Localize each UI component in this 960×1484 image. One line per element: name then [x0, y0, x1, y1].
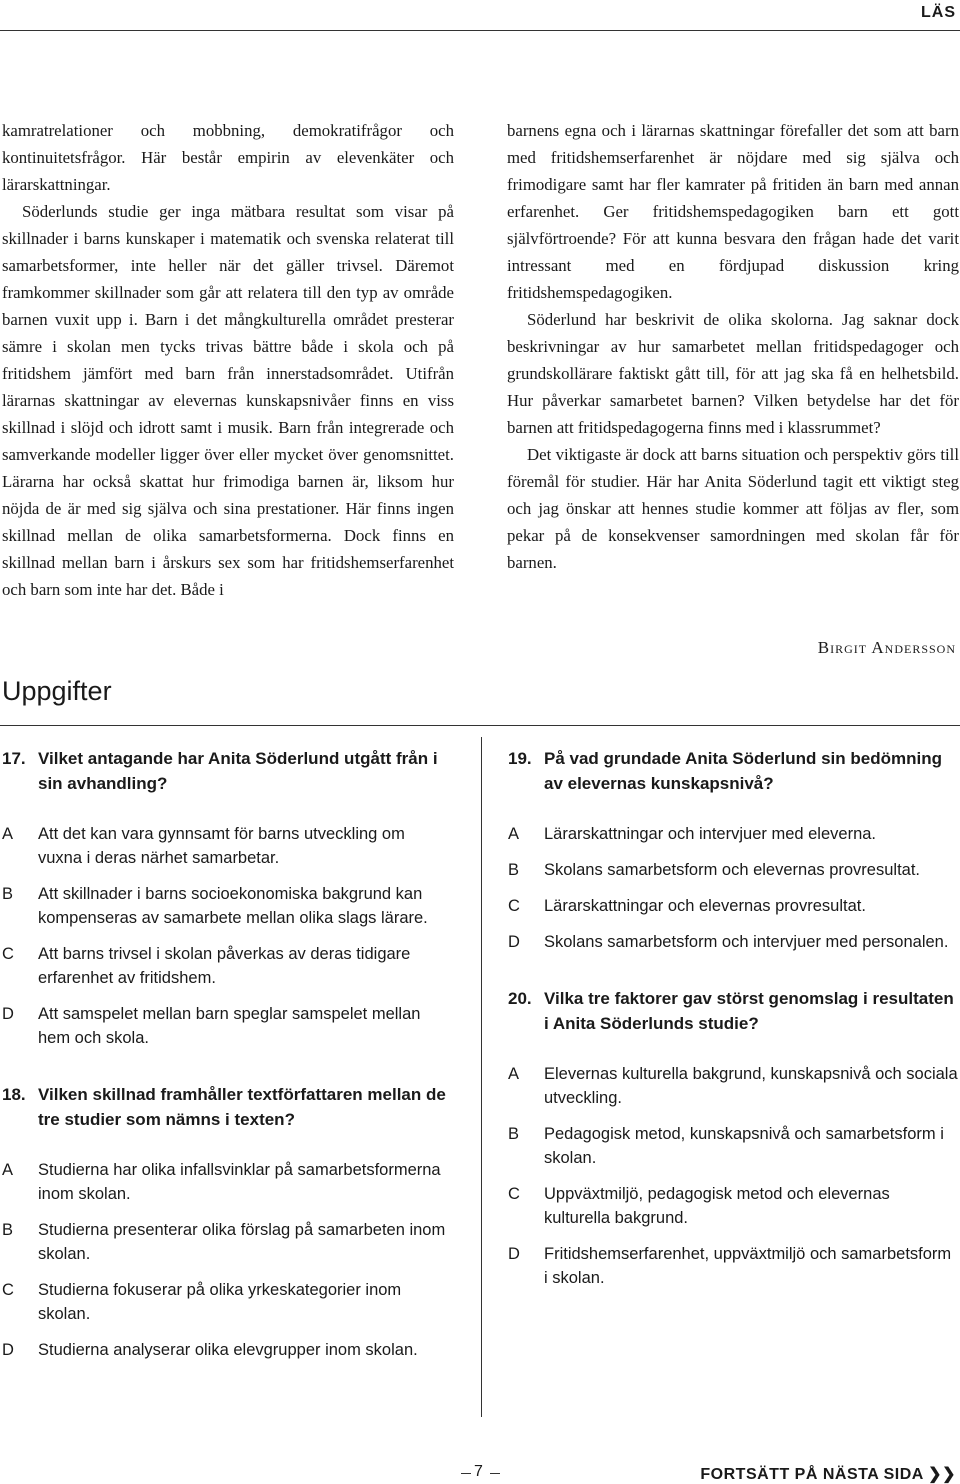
question-block [2, 1082, 452, 1362]
answer-option [508, 1182, 958, 1230]
answer-option [2, 1002, 452, 1050]
page-number: 7 [474, 1463, 483, 1480]
footer-dash-right [490, 1473, 500, 1474]
option-letter: A [508, 1065, 520, 1083]
answer-option [508, 1122, 958, 1170]
question-number: 17. [2, 749, 26, 768]
article-paragraph: Söderlund har beskrivit de olika skolorna. Jag saknar dock beskrivningar av hur samarbetet mellan fritidspedagoger och grundskollärare faktiskt gått till, för att jag ska få en helhetsbild. Hur påverkar samarbetet barnen? Vilken betydelse har det för barnen att fritidspedagogerna finns med i klassrummet? [507, 310, 959, 437]
option-text: Studierna analyserar olika elevgrupper inom skolan. [38, 1341, 418, 1359]
option-text: Att det kan vara gynnsamt för barns utveckling om vuxna i deras närhet samarbetar. [38, 825, 405, 867]
article-paragraph: barnens egna och i lärarnas skattningar förefaller det som att barn med fritidshemserfarenhet är nöjdare med sig själva och frimodigare samt har fler kamrater på fritiden än barn med annan erfarenhet. Ger fritidshemspedagogiken barn ett gott självförtroende? För att kunna besvara den frågan hade det varit intressant med en fördjupad diskussion kring fritidshemspedagogiken. [507, 121, 959, 302]
option-letter: A [2, 1161, 14, 1179]
section-label: LÄS [921, 4, 956, 21]
answer-option [2, 1338, 452, 1362]
option-letter: D [508, 1245, 520, 1263]
option-text: Skolans samarbetsform och intervjuer med personalen. [544, 933, 949, 951]
question-heading [2, 1082, 452, 1132]
answer-option [508, 858, 958, 882]
option-text: Lärarskattningar och intervjuer med eleverna. [544, 825, 877, 843]
answer-options [508, 822, 958, 954]
question-text: Vilken skillnad framhåller textförfattaren mellan de tre studier som nämns i texten? [38, 1085, 446, 1129]
question-block [2, 746, 452, 1050]
tasks-divider [0, 725, 960, 726]
answer-option [2, 1218, 452, 1266]
option-text: Fritidshemserfarenhet, uppväxtmiljö och samarbetsform i skolan. [544, 1245, 952, 1287]
option-letter: B [508, 1125, 520, 1143]
answer-option [508, 1062, 958, 1110]
question-block [508, 746, 958, 954]
option-letter: C [508, 897, 520, 915]
answer-option [2, 1278, 452, 1326]
option-letter: C [2, 1281, 14, 1299]
option-letter: A [2, 825, 14, 843]
option-letter: D [2, 1005, 14, 1023]
option-letter: D [2, 1341, 14, 1359]
option-text: Elevernas kulturella bakgrund, kunskapsnivå och sociala utveckling. [544, 1065, 958, 1107]
answer-option [508, 894, 958, 918]
option-letter: C [2, 945, 14, 963]
option-text: Att barns trivsel i skolan påverkas av deras tidigare erfarenhet av fritidshem. [38, 945, 411, 987]
option-letter: B [2, 1221, 14, 1239]
option-letter: B [508, 861, 520, 879]
question-block [508, 986, 958, 1290]
question-text: Vilka tre faktorer gav störst genomslag i resultaten i Anita Söderlunds studie? [544, 989, 954, 1033]
option-text: Att samspelet mellan barn speglar samspelet mellan hem och skola. [38, 1005, 421, 1047]
article-column-left [2, 117, 454, 603]
answer-option [2, 882, 452, 930]
question-heading [508, 986, 958, 1036]
option-letter: C [508, 1185, 520, 1203]
option-text: Studierna har olika infallsvinklar på samarbetsformerna inom skolan. [38, 1161, 441, 1203]
answer-option [508, 822, 958, 846]
option-text: Lärarskattningar och elevernas provresultat. [544, 897, 866, 915]
option-letter: A [508, 825, 520, 843]
article-paragraph: Söderlunds studie ger inga mätbara resultat som visar på skillnader i barns kunskaper i matematik och svenska relaterat till samarbetsformer, inte heller när det gäller trivsel. Däremot framkommer skillnader som går att relatera till den typ av område barnen vuxit upp i. Barn i det mångkulturella området presterar sämre i skolan men tycks trivas bättre både i skola och på fritidshem jämfört med barn från innerstadsområdet. Utifrån lärarnas skattningar av elevernas kunskapsnivåer finns en viss skillnad i slöjd och idrott samt i musik. Barn från integrerade och samverkande modeller ligger över eller mycket över genomsnittet. Lärarna har också skattat hur frimodiga barnen är, liksom hur nöjda de är med sig själva och sina prestationer. Här finns ingen skillnad mellan de olika samarbetsformerna. Dock finns en skillnad mellan barn i årskurs sex som har fritidshemserfarenhet och barn som inte har det. Både i [2, 202, 454, 599]
answer-option [508, 1242, 958, 1290]
question-number: 19. [508, 749, 532, 768]
option-text: Pedagogisk metod, kunskapsnivå och samarbetsform i skolan. [544, 1125, 944, 1167]
answer-options [508, 1062, 958, 1290]
answer-option [508, 930, 958, 954]
question-heading [508, 746, 958, 796]
answer-option [2, 942, 452, 990]
option-text: Studierna presenterar olika förslag på samarbeten inom skolan. [38, 1221, 446, 1263]
footer-dash-left [461, 1473, 471, 1474]
questions-column-right [508, 746, 958, 1322]
question-number: 18. [2, 1085, 26, 1104]
option-text: Uppväxtmiljö, pedagogisk metod och elevernas kulturella bakgrund. [544, 1185, 890, 1227]
option-letter: B [2, 885, 14, 903]
option-text: Skolans samarbetsform och elevernas provresultat. [544, 861, 921, 879]
option-text: Studierna fokuserar på olika yrkeskategorier inom skolan. [38, 1281, 402, 1323]
article-paragraph: kamratrelationer och mobbning, demokratifrågor och kontinuitetsfrågor. Här består empirin av elevenkäter och lärarskattningar. [2, 121, 454, 194]
question-text: På vad grundade Anita Söderlund sin bedömning av elevernas kunskapsnivå? [544, 749, 942, 793]
question-heading [2, 746, 452, 796]
question-number: 20. [508, 989, 532, 1008]
answer-option [2, 822, 452, 870]
header-divider [0, 30, 960, 31]
option-text: Att skillnader i barns socioekonomiska bakgrund kan kompenseras av samarbete mellan olika slags lärare. [38, 885, 428, 927]
continue-next-page-link: FORTSÄTT PÅ NÄSTA SIDA ❯❯ [700, 1466, 956, 1483]
questions-column-left [2, 746, 452, 1394]
answer-option [2, 1158, 452, 1206]
tasks-heading: Uppgifter [2, 676, 112, 706]
question-text: Vilket antagande har Anita Söderlund utgått från i sin avhandling? [38, 749, 438, 793]
article-column-right [507, 117, 959, 576]
answer-options [2, 822, 452, 1050]
article-paragraph: Det viktigaste är dock att barns situation och perspektiv görs till föremål för studier. Här har Anita Söderlund tagit ett viktigt steg och jag önskar att hennes studie kommer att följas av fler, som pekar på de konsekvenser samordningen med skolan får för barnen. [507, 445, 959, 572]
option-letter: D [508, 933, 520, 951]
author-signature: Birgit Andersson [817, 638, 956, 657]
answer-options [2, 1158, 452, 1362]
column-divider [481, 737, 482, 1417]
